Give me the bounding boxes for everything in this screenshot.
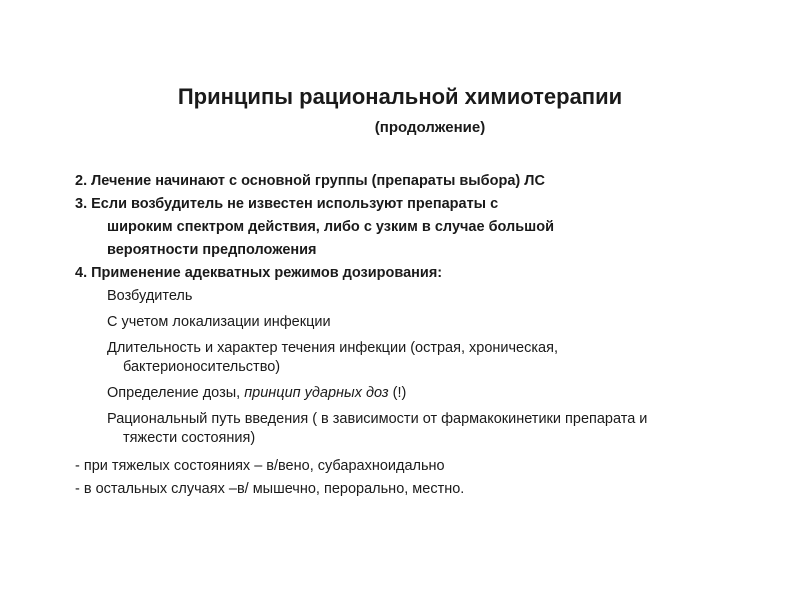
point-2: 2. Лечение начинают с основной группы (препараты выбора) ЛС xyxy=(75,173,545,189)
dash-item-severe: - при тяжелых состояниях – в/вено, субарахноидально xyxy=(75,458,445,474)
sub-item-localization: С учетом локализации инфекции xyxy=(107,314,331,330)
slide-body xyxy=(75,170,785,501)
dash-item-other: - в остальных случаях –в/ мышечно, перорально, местно. xyxy=(75,481,465,497)
dose-suffix: (!) xyxy=(388,385,407,401)
dose-principle: принцип ударных доз xyxy=(244,385,389,401)
sub-item-route xyxy=(75,410,785,448)
point-3-line-2: широким спектром действия, либо с узким в случае большой xyxy=(107,219,555,235)
point-3-line-1: 3. Если возбудитель не известен используют препараты с xyxy=(75,196,499,212)
sub-item-dose xyxy=(75,384,785,403)
slide-subtitle: (продолжение) xyxy=(374,119,486,136)
sub-item-route-line-2: тяжести состояния) xyxy=(123,430,256,446)
sub-item-duration xyxy=(75,339,785,377)
sub-item-route-line-1: Рациональный путь введения ( в зависимости от фармакокинетики препарата и xyxy=(107,411,648,427)
sub-item-duration-line-1: Длительность и характер течения инфекции (острая, хроническая, xyxy=(107,340,558,356)
point-4: 4. Применение адекватных режимов дозирования: xyxy=(75,265,443,281)
dose-prefix: Определение дозы, xyxy=(107,385,245,401)
sub-item-pathogen: Возбудитель xyxy=(107,288,193,304)
sub-item-duration-line-2: бактерионосительство) xyxy=(123,359,281,375)
point-3-line-3: вероятности предположения xyxy=(107,242,317,258)
slide-title: Принципы рациональной химиотерапии xyxy=(177,84,623,109)
